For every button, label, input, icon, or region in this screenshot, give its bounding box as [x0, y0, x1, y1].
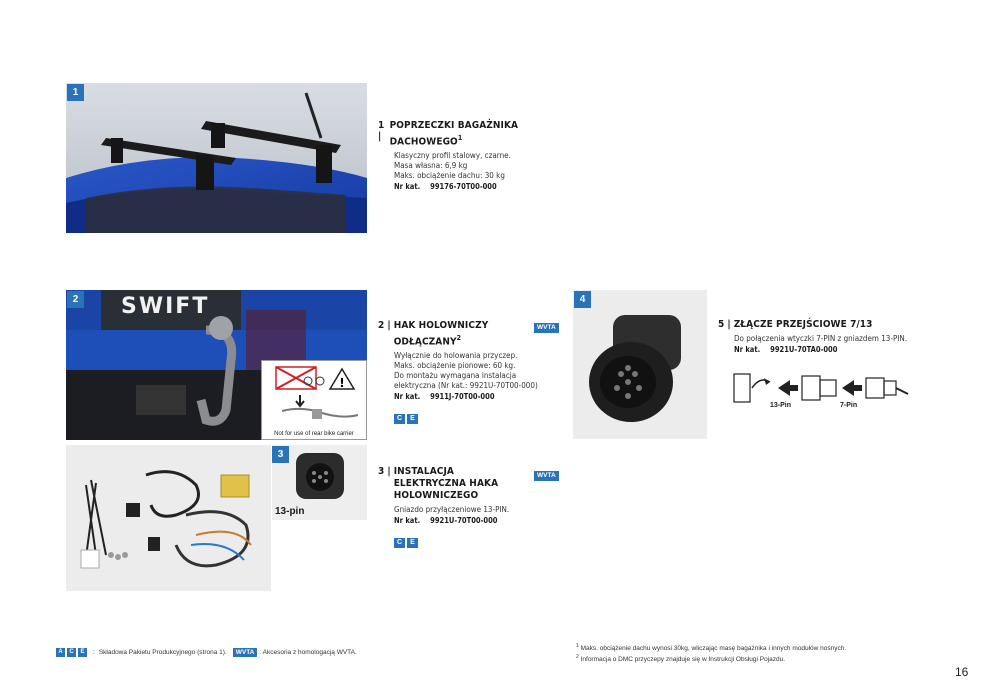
product-title: INSTALACJA ELEKTRYCZNA HAKA HOLOWNICZEGO: [393, 466, 499, 501]
footnote-ref: 1: [457, 134, 463, 142]
footnote-text: Informacja o DMC przyczepy znajduje się w Instrukcji Obsługi Pojazdu.: [580, 656, 786, 664]
letter-c: C: [394, 538, 405, 548]
package-letters: [394, 405, 563, 424]
catalog-value: 9921U-70T00-000: [430, 516, 498, 525]
catalog-number: [394, 182, 528, 192]
wvta-tag: WVTA: [534, 323, 559, 333]
footnote-text: Maks. obciążenie dachu wynosi 30kg, wliczając masę bagażnika i innych modułów nośnych.: [580, 645, 847, 653]
product-4-text: [718, 319, 938, 355]
socket-caption: 13-pin: [275, 506, 305, 517]
product-number: 5 |: [718, 319, 731, 330]
car-plate: SWIFT: [121, 294, 210, 319]
product-description: Do połączenia wtyczki 7-PIN z gniazdem 13-PIN.: [734, 334, 908, 343]
product-number: 2 |: [378, 320, 391, 331]
product-number: 3 |: [378, 466, 391, 477]
legend-wvta-tag: WVTA: [233, 648, 258, 657]
adapter-illustration: [573, 290, 707, 439]
catalog-number: [734, 345, 938, 355]
product-title-text: POPRZECZKI BAGAŻNIKA DACHOWEGO: [389, 120, 519, 148]
product-badge-4: 4: [574, 291, 591, 308]
product-1-text: [378, 120, 528, 192]
label-13pin: 13-Pin: [770, 402, 792, 409]
tow-hook-photo: [66, 290, 367, 440]
warning-inset: [261, 360, 367, 440]
product-badge-1: 1: [67, 84, 84, 101]
product-2-text: [378, 320, 563, 424]
catalog-value: 9921U-70TA0-000: [770, 345, 838, 354]
warning-caption: Not for use of rear bike carrier: [274, 431, 354, 437]
letter-c: C: [394, 414, 405, 424]
product-number: 1 |: [378, 120, 385, 142]
adapter-photo: [573, 290, 707, 439]
label-7pin: 7-Pin: [840, 402, 858, 409]
wiring-kit-illustration: [66, 445, 271, 591]
page-number: 16: [955, 665, 969, 679]
adapter-diagram: [730, 368, 910, 413]
catalog-value: 99176-70T00-000: [430, 182, 497, 192]
catalog-value: 9911J-70T00-000: [430, 392, 495, 402]
catalog-number: [394, 392, 563, 402]
letter-e: E: [407, 538, 418, 548]
product-description: Wyłącznie do holowania przyczep. Maks. obciążenie pionowe: 60 kg. Do montażu wymagana instalacja elektryczna (Nr kat.: 9921U-70T00-000): [394, 351, 538, 391]
no-bike-carrier-icon: [262, 361, 366, 427]
roof-bars-illustration: [66, 83, 367, 233]
wvta-tag: WVTA: [534, 471, 559, 481]
wiring-kit-photo: [66, 445, 271, 591]
catalog-label: Nr kat.: [394, 392, 421, 402]
footnote-2: [576, 653, 936, 664]
product-badge-2: 2: [67, 291, 84, 308]
catalog-label: Nr kat.: [394, 516, 421, 525]
footnote-number: 2: [576, 654, 579, 661]
letter-a: A: [56, 648, 65, 657]
product-description: Gniazdo przyłączeniowe 13-PIN.: [394, 505, 510, 514]
product-title: ZŁĄCZE PRZEJŚCIOWE 7/13: [733, 319, 873, 330]
legend-text-2: : Akcesoria z homologacją WVTA.: [259, 649, 357, 656]
footnote-number: 1: [576, 643, 579, 649]
letter-c: C: [67, 648, 76, 657]
product-title: [394, 320, 504, 348]
catalog-number: [394, 516, 563, 526]
catalog-label: Nr kat.: [394, 182, 421, 192]
product-title: [390, 120, 528, 148]
svg-text:!: !: [339, 376, 345, 390]
package-letters: [394, 529, 563, 548]
product-badge-3: 3: [272, 446, 289, 463]
product-description: Klasyczny profil stalowy, czarne. Masa własna: 6,9 kg Maks. obciążenie dachu: 30 kg: [394, 151, 511, 181]
catalog-label: Nr kat.: [734, 345, 761, 354]
legend: [56, 648, 357, 657]
product-title-text: HAK HOLOWNICZY ODŁĄCZANY: [393, 320, 489, 348]
legend-colon: :: [93, 649, 95, 656]
legend-text-1: Składowa Pakietu Produkcyjnego (strona 1).: [98, 649, 227, 656]
letter-e: E: [407, 414, 418, 424]
roof-bars-photo: [66, 83, 367, 233]
footnotes: [576, 642, 936, 664]
letter-e: E: [78, 648, 87, 657]
adapter-connection-diagram: [730, 368, 910, 408]
footnote-ref: 2: [456, 334, 462, 342]
footnote-1: [576, 642, 936, 653]
